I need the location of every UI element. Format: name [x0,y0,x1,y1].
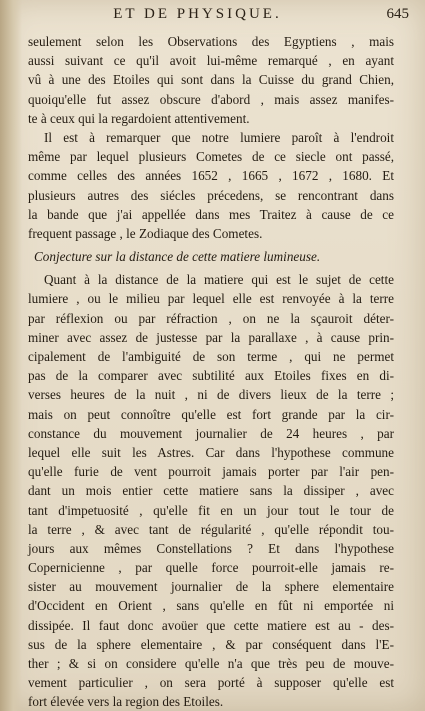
text-line: te à ceux qui la regardoient attentivement. [28,110,250,126]
text-line: Il est à remarquer que notre lumiere paroît à l'endroit [44,129,394,145]
text-line: par réflexion ou par réfraction , on ne la sçauroit déter- [28,310,394,326]
text-line: la terre , & avec tant de régularité , qu'elle répondit tou- [28,521,394,537]
text-line: seulement selon les Observations des Egyptiens , mais [28,34,394,49]
text-line: qu'elle furie de vent pourroit jamais porter par l'air pen- [28,464,394,480]
text-line: ther ; & si on considere qu'elle n'a que très peu de mouve- [28,656,394,671]
text-line: comme celles des années 1652 , 1665 , 1672 , 1680. Et [28,168,394,184]
text-line: même par lequel plusieurs Cometes de ce siecle ont passé, [28,149,394,165]
book-binding-shadow [0,0,22,711]
text-line: Copernicienne , par quelle force pourroit-elle jamais re- [28,560,394,576]
text-line: sus de la sphere elementaire , & par conséquent dans l'E- [28,636,394,652]
text-line: dissipée. Il faut donc avoüer que cette matiere est au - des- [28,617,394,633]
section-heading: Conjecture sur la distance de cette matiere lumineuse. [34,249,321,265]
text-line: pas de la comparer avec subtilité aux Etoiles fixes en di- [28,368,394,384]
text-line: verses heures de la nuit , ni de divers lieux de la terre ; [28,387,394,403]
text-line: jours aux mêmes Constellations ? Et dans l'hypothese [28,540,394,556]
text-line: fort élevée vers la region des Etoiles. [28,694,224,710]
text-line: plusieurs autres des siécles précedens, se rencontrant dans [28,187,394,203]
text-line: constance du mouvement journalier de 24 heures , par [28,425,394,441]
text-line: lumiere , ou le milieu par lequel elle est renvoyée à la terre [28,291,394,307]
running-title: ET DE PHYSIQUE. [113,6,282,22]
text-line: la bande que j'ai appellée dans mes Traitez à cause de ce [28,206,394,222]
text-line: tant d'impetuosité , qu'elle fit en un jour tout le tour de [28,502,394,518]
body-text [28,32,394,711]
text-line: cipalement de l'ambiguité de son terme , qui ne permet [28,349,394,364]
text-line: miner avec assez de justesse par la parallaxe , à cause prin- [28,329,394,345]
text-line: d'Occident en Orient , sans qu'elle en fût ni emportée ni [28,598,394,614]
text-line: aussi suivant ce qu'il avoit lui-même remarqué , en ayant [28,53,394,69]
page-number: 645 [386,6,409,22]
text-line: Quant à la distance de la matiere qui est le sujet de cette [44,272,394,288]
text-line: mais on peut connoître qu'elle est fort grande par la cir- [28,406,394,422]
text-line: vû à une des Etoiles qui sont dans la Cuisse du grand Chien, [28,72,394,88]
text-line: dant un mois entier cette matiere sans la dissiper , avec [28,483,394,499]
text-line: lequel elle suit les Astres. Car dans l'hypothese commune [28,444,394,460]
text-line: frequent passage , le Zodiaque des Cometes. [28,225,263,241]
text-line: vement particulier , on sera porté à supposer qu'elle est [28,675,394,691]
page-header [50,6,415,28]
text-line: sister au mouvement journalier de la sphere elementaire [28,579,394,595]
text-line: quoiqu'elle fut assez obscure d'abord , mais assez manifes- [28,91,394,107]
